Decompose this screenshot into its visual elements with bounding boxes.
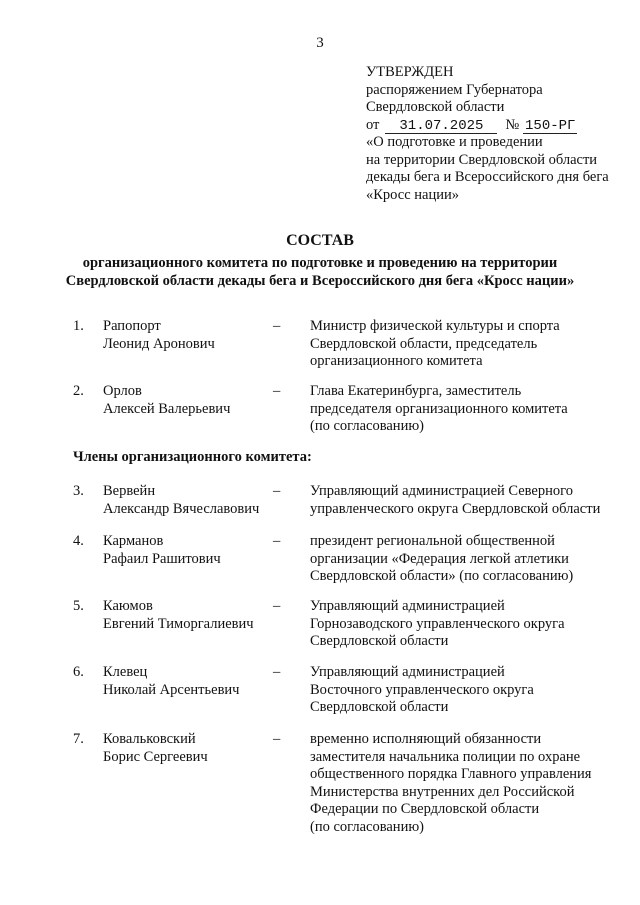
approval-subject-line: «Кросс нации»	[366, 186, 460, 203]
document-heading	[0, 232, 640, 290]
member-surname: Каюмов	[103, 598, 153, 614]
approval-block	[366, 64, 626, 204]
page-number: 3	[316, 35, 324, 51]
member-description-line: организации «Федерация легкой атлетики	[310, 550, 569, 567]
member-name	[103, 483, 273, 518]
member-given-names: Николай Арсентьевич	[103, 681, 240, 698]
member-description-line: Свердловской области	[310, 633, 449, 649]
member-surname: Карманов	[103, 533, 164, 549]
member-description-line: Глава Екатеринбурга, заместитель	[310, 383, 522, 399]
member-surname: Вервейн	[103, 483, 156, 499]
approval-subject-line: на территории Свердловской области	[366, 151, 598, 168]
member-description-line: заместителя начальника полиции по охране	[310, 748, 581, 765]
member-given-names: Александр Вячеславович	[103, 500, 260, 517]
member-given-names: Борис Сергеевич	[103, 748, 208, 765]
member-number: 5.	[73, 598, 84, 614]
member-description-line: Свердловской области» (по согласованию)	[310, 568, 574, 584]
member-dash: –	[273, 318, 281, 334]
member-dash: –	[273, 483, 281, 499]
member-description-line: (по согласованию)	[310, 818, 424, 835]
member-dash: –	[273, 598, 281, 614]
approval-date-line	[366, 117, 626, 135]
member-number: 6.	[73, 664, 84, 680]
member-description	[310, 383, 610, 436]
member-description-line: Министерства внутренних дел Российской	[310, 783, 575, 800]
approval-line-3: Свердловской области	[366, 99, 505, 115]
number-sign: №	[505, 116, 520, 133]
approval-number: 150-РГ	[525, 117, 576, 134]
member-number: 3.	[73, 483, 84, 499]
member-surname: Клевец	[103, 664, 148, 680]
heading-subtitle-line: Свердловской области декады бега и Всероссийского дня бега «Кросс нации»	[65, 273, 575, 289]
members-heading: Члены организационного комитета:	[73, 449, 312, 465]
member-given-names: Евгений Тиморгалиевич	[103, 615, 254, 632]
member-description-line: председателя организационного комитета	[310, 400, 568, 417]
member-description-line: организационного комитета	[310, 353, 483, 369]
member-name	[103, 533, 273, 568]
member-name	[103, 383, 273, 418]
member-description	[310, 731, 610, 836]
member-description	[310, 483, 610, 518]
member-description-line: Министр физической культуры и спорта	[310, 318, 560, 334]
member-given-names: Рафаил Рашитович	[103, 550, 221, 567]
member-dash: –	[273, 664, 281, 680]
member-surname: Ковальковский	[103, 731, 196, 747]
member-name	[103, 731, 273, 766]
member-name	[103, 318, 273, 353]
member-description	[310, 664, 610, 717]
heading-title: СОСТАВ	[286, 232, 354, 249]
approval-title: УТВЕРЖДЕН	[366, 64, 454, 80]
member-description-line: временно исполняющий обязанности	[310, 731, 542, 747]
member-description-line: (по согласованию)	[310, 418, 424, 434]
member-number: 2.	[73, 383, 84, 399]
approval-line-2: распоряжением Губернатора	[366, 81, 543, 98]
member-number: 1.	[73, 318, 84, 334]
member-name	[103, 598, 273, 633]
member-description-line: Свердловской области, председатель	[310, 335, 538, 352]
member-description-line: Горнозаводского управленческого округа	[310, 615, 565, 632]
member-dash: –	[273, 533, 281, 549]
member-description	[310, 318, 610, 371]
member-description-line: Свердловской области	[310, 699, 449, 715]
approval-date: 31.07.2025	[385, 119, 497, 134]
member-dash: –	[273, 731, 281, 747]
member-description-line: Восточного управленческого округа	[310, 681, 534, 698]
member-dash: –	[273, 383, 281, 399]
member-surname: Рапопорт	[103, 318, 161, 334]
from-label: от	[366, 116, 380, 133]
member-description	[310, 533, 610, 586]
member-description-line: Управляющий администрацией	[310, 598, 505, 614]
member-description-line: Управляющий администрацией	[310, 664, 505, 680]
approval-subject-line: «О подготовке и проведении	[366, 134, 543, 150]
member-description-line: Управляющий администрацией Северного	[310, 483, 573, 499]
heading-subtitle-line: организационного комитета по подготовке и проведению на территории	[82, 255, 558, 271]
member-description-line: президент региональной общественной	[310, 533, 555, 549]
member-given-names: Алексей Валерьевич	[103, 400, 231, 417]
member-description-line: общественного порядка Главного управления	[310, 766, 592, 782]
member-surname: Орлов	[103, 383, 142, 399]
member-name	[103, 664, 273, 699]
approval-subject-line: декады бега и Всероссийского дня бега	[366, 169, 609, 185]
member-number: 4.	[73, 533, 84, 549]
member-number: 7.	[73, 731, 84, 747]
member-description	[310, 598, 610, 651]
member-description-line: управленческого округа Свердловской области	[310, 500, 601, 517]
member-given-names: Леонид Аронович	[103, 335, 215, 352]
member-description-line: Федерации по Свердловской области	[310, 801, 540, 817]
